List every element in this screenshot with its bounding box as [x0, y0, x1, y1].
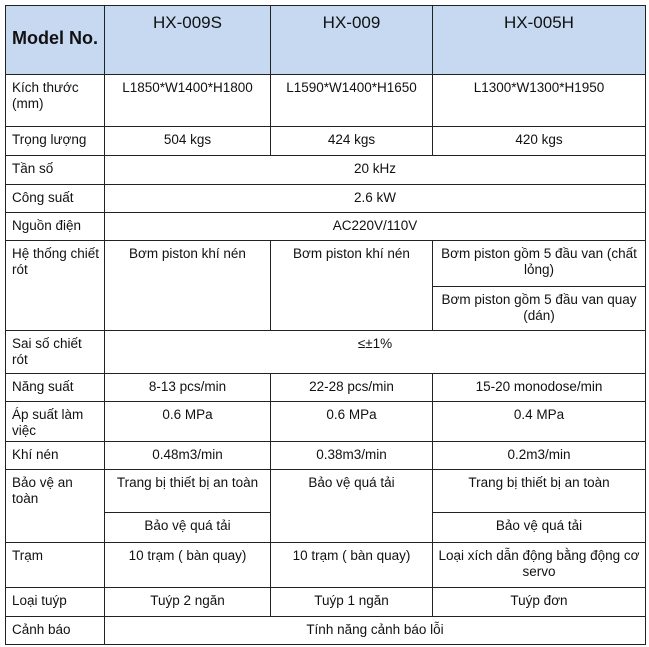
frequency-value: 20 kHz [105, 156, 646, 184]
pressure-hx-005h: 0.4 MPa [433, 402, 646, 442]
row-station [6, 542, 646, 587]
safety-hx-009s-overload: Bảo vệ quá tải [105, 513, 271, 542]
tube-label: Loại tuýp [6, 587, 105, 616]
row-supply [6, 212, 646, 240]
row-weight [6, 127, 646, 156]
row-safety [6, 470, 646, 513]
error-value: ≤±1% [105, 330, 646, 373]
row-air [6, 442, 646, 470]
power-label: Công suất [6, 184, 105, 212]
station-hx-009: 10 trạm ( bàn quay) [271, 542, 433, 587]
tube-hx-005h: Tuýp đơn [433, 587, 646, 616]
row-tube [6, 587, 646, 616]
size-hx-005h: L1300*W1300*H1950 [433, 75, 646, 127]
header-row [6, 6, 646, 75]
air-label: Khí nén [6, 442, 105, 470]
row-frequency [6, 156, 646, 184]
air-hx-009: 0.38m3/min [271, 442, 433, 470]
model-hx-009: HX-009 [271, 6, 433, 75]
frequency-label: Tần số [6, 156, 105, 184]
supply-value: AC220V/110V [105, 212, 646, 240]
air-hx-005h: 0.2m3/min [433, 442, 646, 470]
pressure-hx-009s: 0.6 MPa [105, 402, 271, 442]
capacity-hx-009s: 8-13 pcs/min [105, 374, 271, 402]
tube-hx-009s: Tuýp 2 ngăn [105, 587, 271, 616]
row-filling [6, 240, 646, 286]
error-label: Sai số chiết rót [6, 330, 105, 373]
safety-label: Bảo vệ an toàn [6, 470, 105, 542]
row-pressure [6, 402, 646, 442]
capacity-label: Năng suất [6, 374, 105, 402]
supply-label: Nguồn điện [6, 212, 105, 240]
row-capacity [6, 374, 646, 402]
filling-hx-005h-rotary: Bơm piston gồm 5 đầu van quay (dán) [433, 286, 646, 330]
spec-table [5, 5, 646, 645]
weight-label: Trọng lượng [6, 127, 105, 156]
station-label: Trạm [6, 542, 105, 587]
pressure-label: Áp suất làm việc [6, 402, 105, 442]
capacity-hx-009: 22-28 pcs/min [271, 374, 433, 402]
weight-hx-005h: 420 kgs [433, 127, 646, 156]
filling-label: Hệ thống chiết rót [6, 240, 105, 330]
safety-hx-005h-device: Trang bị thiết bị an toàn [433, 470, 646, 513]
row-size [6, 75, 646, 127]
row-alarm [6, 616, 646, 644]
safety-hx-005h-overload: Bảo vệ quá tải [433, 513, 646, 542]
filling-hx-009s: Bơm piston khí nén [105, 240, 271, 330]
row-power [6, 184, 646, 212]
station-hx-009s: 10 trạm ( bàn quay) [105, 542, 271, 587]
size-label: Kích thước (mm) [6, 75, 105, 127]
model-hx-005h: HX-005H [433, 6, 646, 75]
alarm-label: Cảnh báo [6, 616, 105, 644]
capacity-hx-005h: 15-20 monodose/min [433, 374, 646, 402]
row-error [6, 330, 646, 373]
air-hx-009s: 0.48m3/min [105, 442, 271, 470]
power-value: 2.6 kW [105, 184, 646, 212]
station-hx-005h: Loại xích dẫn động bằng động cơ servo [433, 542, 646, 587]
weight-hx-009s: 504 kgs [105, 127, 271, 156]
filling-hx-009: Bơm piston khí nén [271, 240, 433, 330]
size-hx-009s: L1850*W1400*H1800 [105, 75, 271, 127]
safety-hx-009s-device: Trang bị thiết bị an toàn [105, 470, 271, 513]
size-hx-009: L1590*W1400*H1650 [271, 75, 433, 127]
tube-hx-009: Tuýp 1 ngăn [271, 587, 433, 616]
model-no-header: Model No. [6, 6, 105, 75]
safety-hx-009: Bảo vệ quá tải [271, 470, 433, 542]
filling-hx-005h-liquid: Bơm piston gồm 5 đầu van (chất lỏng) [433, 240, 646, 286]
pressure-hx-009: 0.6 MPa [271, 402, 433, 442]
model-hx-009s: HX-009S [105, 6, 271, 75]
alarm-value: Tính năng cảnh báo lỗi [105, 616, 646, 644]
weight-hx-009: 424 kgs [271, 127, 433, 156]
